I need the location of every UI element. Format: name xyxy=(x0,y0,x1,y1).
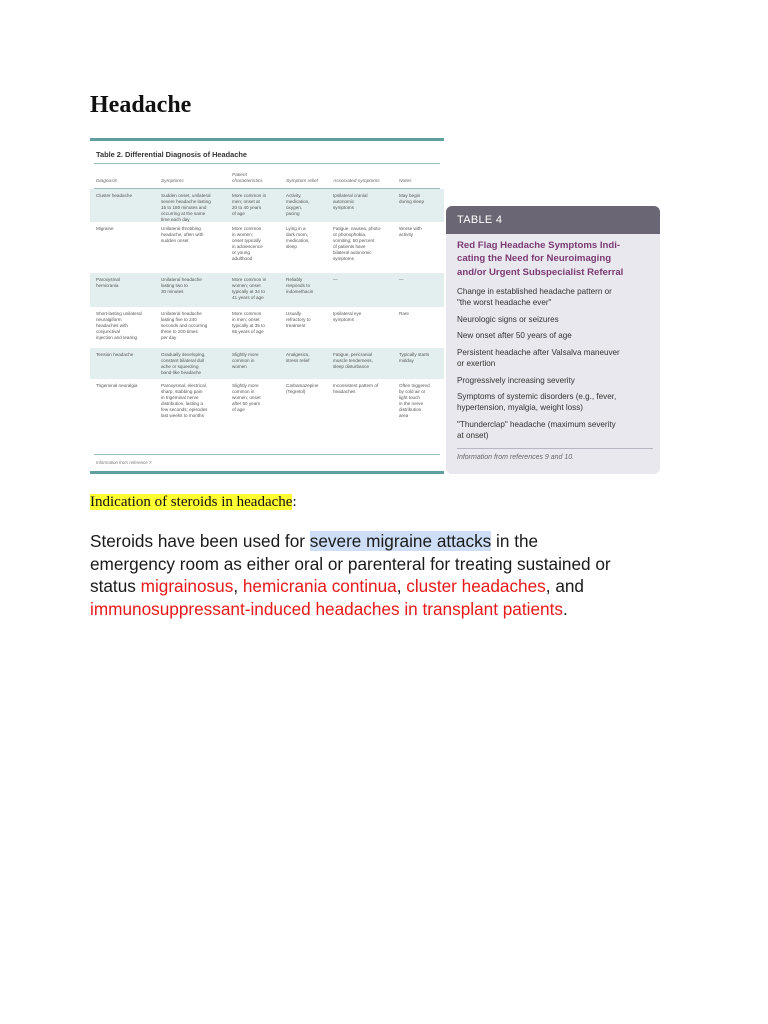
heading-line: cating the Need for Neuroimaging xyxy=(457,253,612,265)
cell-patient-characteristics xyxy=(232,193,266,217)
cell-diagnosis xyxy=(96,226,114,232)
cell-line: of age xyxy=(232,211,245,217)
cell-line: of age xyxy=(232,407,245,413)
cell-line: headache, often with xyxy=(161,232,204,238)
cell-line: 30 minutes xyxy=(161,289,184,295)
cell-symptoms xyxy=(161,311,207,341)
cell-diagnosis xyxy=(96,193,132,199)
table-title: Table 2. Differential Diagnosis of Headache xyxy=(96,150,247,159)
cell-line: area xyxy=(399,413,409,419)
cell-line: Fatigue, pericranial xyxy=(333,352,373,357)
red-term: hemicrania continua xyxy=(242,576,397,597)
cell-line: symptoms xyxy=(333,256,354,262)
cell-line: — xyxy=(333,277,338,282)
cell-line: neuralgiform xyxy=(96,317,122,323)
red-flag-footnote: Information from references 9 and 10. xyxy=(457,454,575,461)
cell-notes xyxy=(399,383,430,419)
cell-symptom-relief xyxy=(286,193,310,217)
red-flag-item-line: Symptoms of systemic disorders (e.g., fever, xyxy=(457,392,617,402)
red-flag-item-line: hypertension, myalgia, weight loss) xyxy=(457,403,583,412)
cell-line: More common xyxy=(232,311,262,316)
cell-line: oxygen, xyxy=(286,205,303,211)
red-flag-item-line: New onset after 50 years of age xyxy=(457,331,572,341)
red-flag-item-line: Neurologic signs or seizures xyxy=(457,314,559,324)
cell-line: constant bilateral dull xyxy=(161,358,205,364)
heading-line: and/or Urgent Subspecialist Referral xyxy=(457,266,624,278)
red-flag-item-line: Persistent headache after Valsalva maneuver xyxy=(457,348,620,357)
cell-line: occurring at the same xyxy=(161,211,206,217)
cell-line: dark room, xyxy=(286,232,308,238)
cell-line: women; onset xyxy=(232,283,261,289)
cell-line: common in xyxy=(232,389,255,395)
table-footnote: Information from reference 7. xyxy=(96,460,153,465)
cell-line: Gradually developing, xyxy=(161,352,206,357)
cell-line: Sudden onset, unilateral xyxy=(161,193,211,198)
cell-associated-symptoms xyxy=(333,193,367,211)
text-run: Steroids have been used for xyxy=(90,531,310,551)
cell-notes xyxy=(399,352,429,364)
cell-line: Activity, xyxy=(286,193,302,198)
cell-line: indomethacin xyxy=(286,289,314,295)
cell-line: bilateral autonomic xyxy=(333,250,372,256)
section-heading xyxy=(90,494,297,511)
text-run: , xyxy=(233,576,243,597)
cell-line: women; onset xyxy=(232,395,261,401)
cell-line: conjunctival xyxy=(96,329,121,335)
cell-notes xyxy=(399,193,424,205)
red-flag-item-line: Progressively increasing severity xyxy=(457,375,575,385)
cell-line: in men; onset xyxy=(232,317,260,323)
cell-line: Short-lasting unilateral xyxy=(96,311,142,316)
cell-associated-symptoms xyxy=(333,311,361,323)
cell-symptoms xyxy=(161,383,207,419)
red-flag-table-heading xyxy=(457,239,653,279)
text-run: , xyxy=(396,576,407,597)
cell-symptom-relief xyxy=(286,352,310,364)
cell-line: midday xyxy=(399,358,414,364)
cell-line: sleep disturbance xyxy=(333,364,370,370)
cell-diagnosis xyxy=(96,383,137,389)
cell-line: light touch xyxy=(399,395,420,401)
column-header-patient-characteristics: Patient characteristics xyxy=(232,173,263,185)
table-row xyxy=(90,348,444,379)
cell-line: Tension headache xyxy=(96,352,134,357)
cell-line: Unilateral throbbing xyxy=(161,226,201,231)
cell-line: Inconsistent pattern of xyxy=(333,383,379,388)
cell-symptom-relief xyxy=(286,226,310,250)
red-term: cluster headaches xyxy=(406,576,546,597)
cell-line: typically at 35 to xyxy=(232,323,265,329)
cell-line: stress relief xyxy=(286,358,310,364)
red-flag-list xyxy=(457,287,657,447)
cell-line: Paroxysmal, electrical, xyxy=(161,383,207,388)
cell-patient-characteristics xyxy=(232,383,261,413)
cell-line: lasting five to 240 xyxy=(161,317,197,323)
table-row xyxy=(90,273,444,307)
cell-line: Unilateral headache xyxy=(161,277,202,282)
highlighted-heading: Indication of steroids in headache xyxy=(90,494,293,510)
highlighted-text: severe migraine attacks xyxy=(309,531,492,551)
cell-notes xyxy=(399,277,404,283)
cell-associated-symptoms xyxy=(333,226,382,262)
cell-line: women xyxy=(232,364,247,370)
cell-associated-symptoms xyxy=(333,383,378,395)
paragraph-line xyxy=(90,598,730,621)
table-row xyxy=(90,189,444,222)
cell-line: Carbamazepine xyxy=(286,383,319,388)
cell-line: (Tegretol) xyxy=(286,389,306,395)
cell-line: last weeks to months xyxy=(161,413,204,419)
cell-line: medication, xyxy=(286,199,310,205)
heading-colon: : xyxy=(292,494,297,510)
cell-line: Trigeminal neuralgia xyxy=(96,383,138,388)
table-row xyxy=(90,379,444,454)
cell-symptoms xyxy=(161,352,205,376)
cell-line: Typically starts xyxy=(399,352,430,357)
cell-line: refractory to xyxy=(286,317,311,323)
cell-line: medication, xyxy=(286,238,310,244)
cell-line: Reliably xyxy=(286,277,303,282)
cell-line: sharp, stabbing pain xyxy=(161,389,203,395)
cell-line: Paroxysmal xyxy=(96,277,120,282)
cell-line: in the nerve xyxy=(399,401,424,407)
cell-line: Slightly more xyxy=(232,383,259,388)
cell-symptoms xyxy=(161,277,202,295)
cell-line: muscle tenderness, xyxy=(333,358,373,364)
text-run: in the xyxy=(491,531,539,551)
cell-line: or young xyxy=(232,250,250,256)
table-row xyxy=(90,307,444,348)
cell-symptom-relief xyxy=(286,383,318,395)
cell-line: More common xyxy=(232,226,262,231)
cell-line: sleep xyxy=(286,244,297,250)
text-run: , and xyxy=(545,576,584,597)
cell-line: time each day xyxy=(161,217,190,223)
cell-line: May begin xyxy=(399,193,421,198)
cell-patient-characteristics xyxy=(232,277,266,301)
cell-line: Lying in a xyxy=(286,226,306,231)
cell-line: band-like headache xyxy=(161,370,202,376)
red-flag-item xyxy=(457,376,657,387)
table-top-bar xyxy=(90,138,444,141)
cell-line: or phonophobia, xyxy=(333,232,367,238)
cell-line: autonomic xyxy=(333,199,355,205)
cell-line: Ipsilateral cranial xyxy=(333,193,368,198)
paragraph-line xyxy=(90,530,730,553)
cell-line: More common in xyxy=(232,193,267,198)
table-rule xyxy=(94,454,440,455)
text-run: status xyxy=(90,576,141,597)
cell-line: Often triggered xyxy=(399,383,430,388)
column-header-associated-symptoms: Associated symptoms xyxy=(333,179,380,185)
red-flag-item-line: Change in established headache pattern or xyxy=(457,287,612,296)
table-bottom-bar xyxy=(90,471,444,474)
cell-line: by cold air or xyxy=(399,389,426,395)
cell-patient-characteristics xyxy=(232,311,265,335)
cell-line: lasting two to xyxy=(161,283,188,289)
cell-line: activity xyxy=(399,232,414,238)
cell-notes xyxy=(399,226,422,238)
cell-line: hemicrania xyxy=(96,283,119,289)
column-header-symptom-relief: Symptom relief xyxy=(286,179,318,185)
cell-line: three to 200 times xyxy=(161,329,198,335)
paragraph-line: emergency room as either oral or parenteral for treating sustained or xyxy=(90,553,611,574)
column-header-diagnosis: Diagnosis xyxy=(96,179,118,185)
cell-notes xyxy=(399,311,409,317)
cell-line: men; onset at xyxy=(232,199,260,205)
red-flag-item-line: "Thunderclap" headache (maximum severity xyxy=(457,419,616,429)
cell-line: Analgesics, xyxy=(286,352,310,357)
cell-line: distribution, lasting a xyxy=(161,401,203,407)
cell-symptoms xyxy=(161,226,203,244)
red-flag-item xyxy=(457,331,657,342)
cell-line: severe headache lasting xyxy=(161,199,211,205)
cell-line: Worse with xyxy=(399,226,422,231)
cell-line: 15 to 180 minutes and xyxy=(161,205,207,211)
cell-line: Migraine xyxy=(96,226,114,231)
paragraph-line xyxy=(90,575,730,598)
cell-line: in trigeminal nerve xyxy=(161,395,199,401)
red-flag-item xyxy=(457,348,657,370)
table-row xyxy=(90,222,444,273)
differential-diagnosis-table xyxy=(90,138,444,474)
cell-line: typically at 34 to xyxy=(232,289,265,295)
cell-symptoms xyxy=(161,193,211,223)
cell-line: treatment xyxy=(286,323,306,329)
cell-line: adulthood xyxy=(232,256,253,262)
cell-line: vomiting; 50 percent xyxy=(333,238,375,244)
red-flag-table xyxy=(446,206,660,474)
cell-line: few seconds; episodes xyxy=(161,407,208,413)
cell-line: Fatigue, nausea, photo- xyxy=(333,226,382,231)
cell-line: ache or squeezing xyxy=(161,364,199,370)
cell-line: pacing xyxy=(286,211,300,217)
red-flag-table-header xyxy=(446,206,660,234)
cell-line: injection and tearing xyxy=(96,335,138,341)
cell-line: common in xyxy=(232,358,255,364)
cell-patient-characteristics xyxy=(232,226,263,262)
red-flag-table-label: TABLE 4 xyxy=(457,214,503,226)
heading-line: Red Flag Headache Symptoms Indi- xyxy=(457,240,621,251)
red-flag-item xyxy=(457,287,657,309)
red-flag-item-line: or exertion xyxy=(457,358,496,368)
cell-line: headaches xyxy=(333,389,356,395)
cell-line: 41 years of age xyxy=(232,295,264,301)
red-flag-item-line: "the worst headache ever" xyxy=(457,297,552,307)
text-run: . xyxy=(562,598,568,619)
cell-symptom-relief xyxy=(286,311,311,329)
cell-line: Slightly more xyxy=(232,352,259,357)
cell-line: sudden onset xyxy=(161,238,189,244)
cell-line: after 50 years xyxy=(232,401,261,407)
cell-line: Rare xyxy=(399,311,409,316)
cell-line: headaches with xyxy=(96,323,128,329)
steroids-paragraph xyxy=(90,530,730,620)
cell-line: Unilateral headache xyxy=(161,311,202,316)
cell-line: Ipsilateral eye xyxy=(333,311,362,316)
cell-symptom-relief xyxy=(286,277,313,295)
cell-line: More common in xyxy=(232,277,267,282)
cell-line: per day xyxy=(161,335,177,341)
page-title: Headache xyxy=(90,92,192,118)
cell-diagnosis xyxy=(96,311,142,341)
cell-diagnosis xyxy=(96,352,133,358)
cell-line: Usually xyxy=(286,311,302,316)
cell-line: 20 to 40 years xyxy=(232,205,262,211)
cell-line: in adolescence xyxy=(232,244,263,250)
cell-line: in women; xyxy=(232,232,253,238)
red-flag-item xyxy=(457,315,657,326)
red-flag-item xyxy=(457,420,657,442)
cell-line: Cluster headache xyxy=(96,193,133,198)
cell-line: 65 years of age xyxy=(232,329,264,335)
cell-associated-symptoms xyxy=(333,277,338,283)
table-rule xyxy=(457,448,653,449)
cell-diagnosis xyxy=(96,277,120,289)
cell-line: — xyxy=(399,277,404,282)
column-header-notes: Notes xyxy=(399,179,412,185)
cell-line: responds to xyxy=(286,283,311,289)
cell-associated-symptoms xyxy=(333,352,373,370)
red-term: immunosuppressant-induced headaches in transplant patients xyxy=(90,598,563,619)
cell-line: during sleep xyxy=(399,199,425,205)
cell-line: distribution xyxy=(399,407,422,413)
cell-line: onset typically xyxy=(232,238,261,244)
red-flag-item xyxy=(457,392,657,414)
red-flag-item-line: at onset) xyxy=(457,430,489,440)
cell-line: of patients have xyxy=(333,244,366,250)
column-header-symptoms: Symptoms xyxy=(161,179,184,185)
cell-line: seconds and occurring xyxy=(161,323,208,329)
cell-patient-characteristics xyxy=(232,352,259,370)
cell-line: symptoms xyxy=(333,205,354,211)
red-term: migrainosus xyxy=(140,576,234,597)
table-header xyxy=(90,164,444,188)
cell-line: symptoms xyxy=(333,317,354,323)
